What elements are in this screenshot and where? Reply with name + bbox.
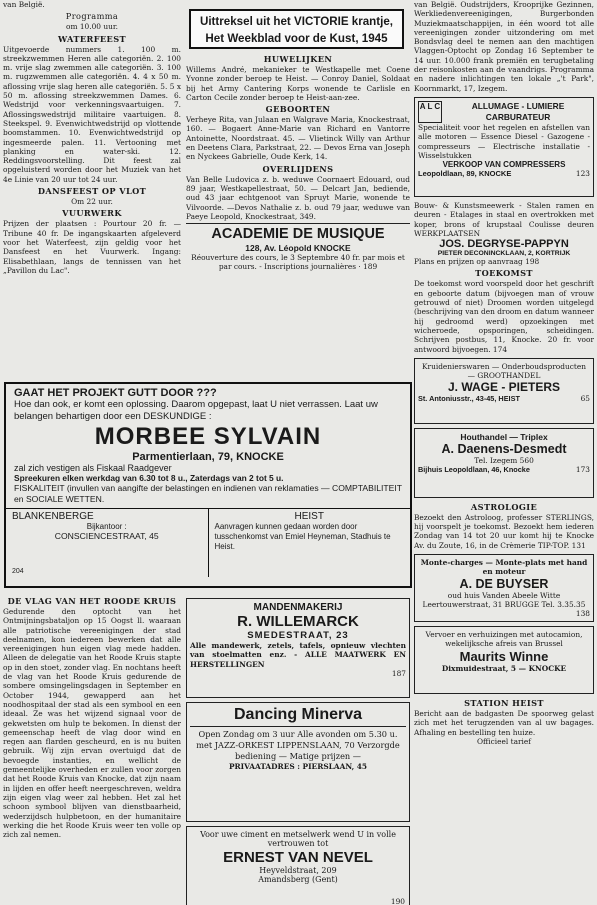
- daenens-number: 173: [575, 465, 590, 475]
- vlag-heading: DE VLAG VAN HET ROODE KRUIS: [7, 596, 177, 606]
- mandenmakerij-ad: [186, 598, 410, 698]
- banner-line1: Uittreksel uit het VICTORIE krantje,: [199, 15, 394, 28]
- huwelijken-text: Willems André, mekanieker te Westkapelle met Coene Yvonne zonder beroep te Heist. — Conroy Daniel, Soldaat bij het Army Cantering Korps wonende te Carlisle en Carton Cecile zonder beroep te Heist-aan-zee.: [186, 65, 410, 102]
- alc-address: Leopoldlaan, 89, KNOCKE: [418, 169, 512, 179]
- degryse-footer: Plans en prijzen op aanvraag 198: [414, 257, 540, 267]
- vlaggen-text: van België. Oudstrijders, Krooprijke Gezinnen, Werkliedenvereenigingen, Burgerbonden Muziekmaatschappijen, in één woord tot alle vereenigingen zonder uitzondering om met Bondsvlag deel te nemen aan den machtigen Vlaggen-Optocht op Zondag 16 September te 14 uur. 10.000 frank premiën en terugbetaling der reisonkosten aan de vaandrigs. Programma en nadere inlichtingen ten lokale „'t Park", Koornmarkt, 17, Izegem.: [414, 0, 594, 93]
- ad-fiskaliteit: FISKALITEIT (invullen van aangifte der belastingen en indienen van reklamaties — COMPTABILITEIT en SOCIALE WETTEN.: [14, 483, 402, 504]
- geboorten-heading: GEBOORTEN: [265, 104, 331, 115]
- buyser-top: Monte-charges — Monte-plats met hand en moteur: [420, 558, 588, 577]
- daenens-top: Houthandel — Triplex: [460, 431, 548, 442]
- banner-line2: Het Weekblad voor de Kust, 1945: [205, 32, 388, 45]
- nevel-number: 190: [390, 896, 405, 905]
- daenens-ad: [414, 428, 594, 498]
- winne-text: Vervoer en verhuizingen met autocamion, wekelijksche afreis van Brussel: [425, 630, 583, 649]
- alc-logo: A L C: [418, 101, 442, 123]
- ad-vestigen: zal zich vestigen als Fiskaal Raadgever: [14, 463, 172, 473]
- station-text: Bericht aan de badgasten De spoorweg gelast zich met het terugzenden van al uw bagages. Afhaling en bestelling ten huize.: [414, 709, 594, 737]
- toekomst-heading: TOEKOMST: [475, 268, 533, 279]
- excerpt-banner: [189, 9, 404, 49]
- divider: [186, 223, 410, 224]
- astrologie-heading: ASTROLOGIE: [470, 501, 538, 512]
- degryse-title: JOS. DEGRYSE-PAPPYN: [439, 238, 569, 251]
- wage-ad: [414, 358, 594, 424]
- waterfeest-heading: WATERFEEST: [57, 33, 126, 44]
- lower-left-column: [3, 594, 181, 905]
- daenens-title: A. Daenens-Desmedt: [441, 441, 567, 456]
- buyser-number: 138: [575, 609, 590, 619]
- alc-number: 123: [575, 169, 590, 179]
- top-line: van België.: [3, 0, 45, 9]
- ad-intro: Hoe dan ook, er komt een oplossing. Daarom opgepast, laat U niet verrassen. Laat uw belangen behartigen door een DESKUNDIGE :: [14, 399, 378, 422]
- vuurwerk-text: Prijzen der plaatsen : Pourtour 20 fr. — Tribune 40 fr. De ingangskaarten afgeleverd voor het Waterfeest, zijn geldig voor het Dansfeest en het Vuurwerk. Ingang: Elisabethlaan, langs de tennissen van het „Pavillon du Lac".: [3, 219, 181, 275]
- ad-spreekuren: Spreekuren elken werkdag van 6.30 tot 8 u., Zaterdags van 2 tot 5 u.: [14, 473, 284, 483]
- wage-title: J. WAGE - PIETERS: [447, 380, 561, 395]
- winne-ad: [414, 626, 594, 694]
- mand-address: SMEDESTRAAT, 23: [247, 630, 349, 641]
- overlijdens-heading: OVERLIJDENS: [262, 163, 334, 174]
- nevel-city: Amandsberg (Gent): [258, 874, 338, 884]
- mand-text: Alle mandewerk, zetels, tafels, opnieuw vlechten van stoelmatten enz. - ALLE MAATWERK EN HERSTELLINGEN: [190, 641, 406, 669]
- lower-middle-column: [186, 594, 410, 905]
- right-column: [414, 0, 594, 905]
- ad-name: MORBEE SYLVAIN: [94, 423, 322, 450]
- program-time: om 10.00 uur.: [66, 22, 118, 32]
- winne-address: Dixmuidestraat, 5 — KNOCKE: [441, 663, 567, 673]
- dansfeest-heading: DANSFEEST OP VLOT: [37, 186, 147, 197]
- morbee-advertisement: [4, 382, 412, 588]
- academie-title: ACADEMIE DE MUSIQUE: [211, 226, 385, 243]
- buyser-text: oud huis Vanden Abeele Witte Leertouwerstraat, 31 BRUGGE Tel. 3.35.35: [422, 590, 586, 609]
- dancing-text: Open Zondag om 3 uur Alle avonden om 5.30 u. met JAZZ-ORKEST LIPPENSLAAN, 70 Verzorgde bediening — Matige prijzen —: [196, 729, 400, 761]
- van-nevel-ad: [186, 826, 410, 905]
- overlijdens-text: Van Belle Ludovica z. b. weduwe Coornaert Edouard, oud 89 jaar, Westkapellestraat, 50. — Delcart Jan, bediende, oud 43 jaar echtgenoot van Spruyt Marie, wonende te Vilvoorde. —Devos Nathalie z. b. oud 79 jaar, weduwe van Paeye Leopold, Knockestraat, 349.: [186, 174, 410, 221]
- blankenberge-sub: Bijkantoor :: [86, 522, 127, 531]
- degryse-text: Bouw- & Kunstsmeewerk - Stalen ramen en deuren - Etalages in staal en overtrokken met koper, brons of krupstaal Coulisse deuren WERKPLAATSEN: [414, 200, 594, 238]
- toekomst-text: De toekomst word voorspeld door het geschrift en geboorte datum (bijvoegen man of vrouw getrouwd of niet) Droomen worden uitgelegd (beschrijving van den droom en datum wanneer hij gedroomd werd) opzoekingen met wicheroede, opsporingen, scheidingen. Schrijven postbus, 11, Knocke. 20 fr. voor antwoord bijvoegen. 174: [414, 279, 594, 354]
- daenens-tel: Tel. Izegem 560: [474, 455, 534, 465]
- ad-question: GAAT HET PROJEKT GUTT DOOR ???: [14, 387, 217, 399]
- blankenberge-address: CONSCIENCESTRAAT, 45: [54, 531, 159, 541]
- dansfeest-date: Om 22 uur.: [71, 197, 113, 207]
- heist-text: Aanvragen kunnen gedaan worden door tusschenkomst van Emiel Heyneman, Stadhuis te Heist.: [214, 522, 391, 551]
- divider: [190, 726, 406, 727]
- dancing-title: Dancing Minerva: [233, 706, 363, 723]
- mand-title: R. WILLEMARCK: [237, 613, 359, 630]
- buyser-title: A. DE BUYSER: [459, 576, 549, 591]
- alc-text: Specialiteit voor het regelen en afstellen van alle motoren — Essence Diesel - Gazogene - compresseurs — Electrische installatie - Wisselstukken: [418, 122, 590, 160]
- academie-address: 128, Av. Léopold KNOCKE: [245, 243, 351, 254]
- blankenberge-heading: BLANKENBERGE: [12, 511, 94, 522]
- wage-address: St. Antoniusstr., 43-45, HEIST: [418, 394, 520, 404]
- huwelijken-heading: HUWELIJKEN: [263, 54, 333, 64]
- dancing-footer: PRIVAATADRES : PIERSLAAN, 45: [228, 762, 368, 771]
- astrologie-text: Bezoekt den Astroloog, professer STERLINGS, hij voorspelt je toekomst. Bezoekt hem iederen Zondag van 14 tot 20 uur komt hij te Knocke Av. du Zoute, 16, in de Crèmerie TIP-TOP. 131: [414, 512, 594, 550]
- ad-address: Parmentierlaan, 79, KNOCKE: [132, 451, 284, 463]
- winne-title: Maurits Winne: [459, 648, 549, 664]
- academie-text: Réouverture des cours, le 3 Septembre 40 fr. par mois et par cours. - Inscriptions journalières · 189: [191, 253, 405, 272]
- vuurwerk-heading: VUURWERK: [62, 208, 122, 219]
- program-title: Programma: [65, 11, 119, 22]
- alc-sale: VERKOOP VAN COMPRESSERS: [442, 160, 566, 170]
- nevel-address: Heyveldstraat, 209: [259, 865, 337, 875]
- nevel-text: Voor uwe ciment en metselwerk wend U in volle vertrouwen tot: [200, 830, 396, 849]
- daenens-address: Bijhuis Leopoldlaan, 46, Knocke: [418, 465, 530, 475]
- station-footer: Officieel tarief: [476, 736, 532, 746]
- alc-title: ALLUMAGE - LUMIERE CARBURATEUR: [471, 100, 565, 122]
- nevel-title: ERNEST VAN NEVEL: [223, 848, 373, 866]
- vlag-text: Gedurende den optocht van het Ontmijningsbataljon op 15 Oogst ll. waaraan alle patriotische vereenigingen der stad deelnamen, kon iedereen bewerken dat alle vereenigingen hun eigen vlag mede hadden. Alleen de delegatie van het Roode Kruis stapte op in den stoet, zonder vlag. En nochtans heeft de vlag van het Roode Kruis gedurende de sombere omsingelingsdagen in September en October 1944, gewapperd aan het noodhospitaal der stad als een symbool en een ideaal. Ze was het wijzend signaal voor de gekwetsten om hulp te bekomen. In dienst der gemeenschap heeft de vlag door wind en regen aan flarden gescheurd, en is nu buiten gebruik. Wij zijn ervan overtuigd dat de bevoegde instanties, en wellicht de gemeentelijke overheden er zullen voor zorgen dat het Roode Kruis van Knocke, dat zijn naam in lijden en offer heeft neergeschreven, weldra zijn eigen vlag weer zal hebben. Het zal het schoon symbool blijven van dienstbaarheid, wederzijdsch hulpbetoon, en der humanitaire werking die het Roode Kruis weer ten volle op zich zal nemen.: [3, 607, 181, 840]
- left-column: [3, 0, 181, 378]
- mand-number: 187: [391, 668, 406, 678]
- degryse-subtitle: PIETER DECONINCKLAAN, 2, KORTRIJK: [437, 250, 571, 258]
- buyser-ad: [414, 554, 594, 622]
- waterfeest-text: Uitgevoerde nummers 1. 100 m. streekzwemmen Heren alle categoriën. 2. 100 m. vrije slag zwemmen alle categoriën. 3. 100 m. rugzwemmen alle categoriën. 4. 4 x 50 m. aflossing vrije slag heren alle categoriën. 5. 5 x 50 m. aflossing streekzwemmen Dames. 6. Wedstrijd voor verkenningsvaartuigen. 7. Aflossingswedstrijd militaire vaartuigen. 8. Steekspel. 9. Evenwichtwedstrijd op vlottende boomstammen. 10. Evenwichtwedstrijd op ingesmeerde palen. 11. Vertooning met planking en water-ski. 12. Reddingsvoorstelling. Dit feest zal opgeluisterd worden door het Muziek van het 4e Linie van 20 uur tot 24 uur.: [3, 44, 181, 184]
- mand-heading: MANDENMAKERIJ: [253, 602, 343, 613]
- geboorten-text: Verheye Rita, van Julaan en Walgrave Maria, Knockestraat, 160. — Bogaert Anne-Marie van Richard en Vantorre Antoinette, Noordstraat. 45. — Vlietinck Willy van Arthur en Deetens Clara, Parkstraat, 22. — Devos Erna van Joseph en Nyckees Gabrielle, Oude Kerk, 14.: [186, 115, 410, 162]
- dancing-ad: [186, 702, 410, 822]
- alc-ad: [414, 97, 594, 197]
- ad-number: 204: [12, 568, 24, 575]
- wage-line1: Kruidenierswaren — Onderboudsproducten — GROOTHANDEL: [422, 361, 586, 381]
- middle-column: [186, 52, 410, 378]
- heist-heading: HEIST: [294, 511, 324, 522]
- wage-number: 65: [580, 394, 590, 404]
- station-heading: STATION HEIST: [464, 698, 544, 709]
